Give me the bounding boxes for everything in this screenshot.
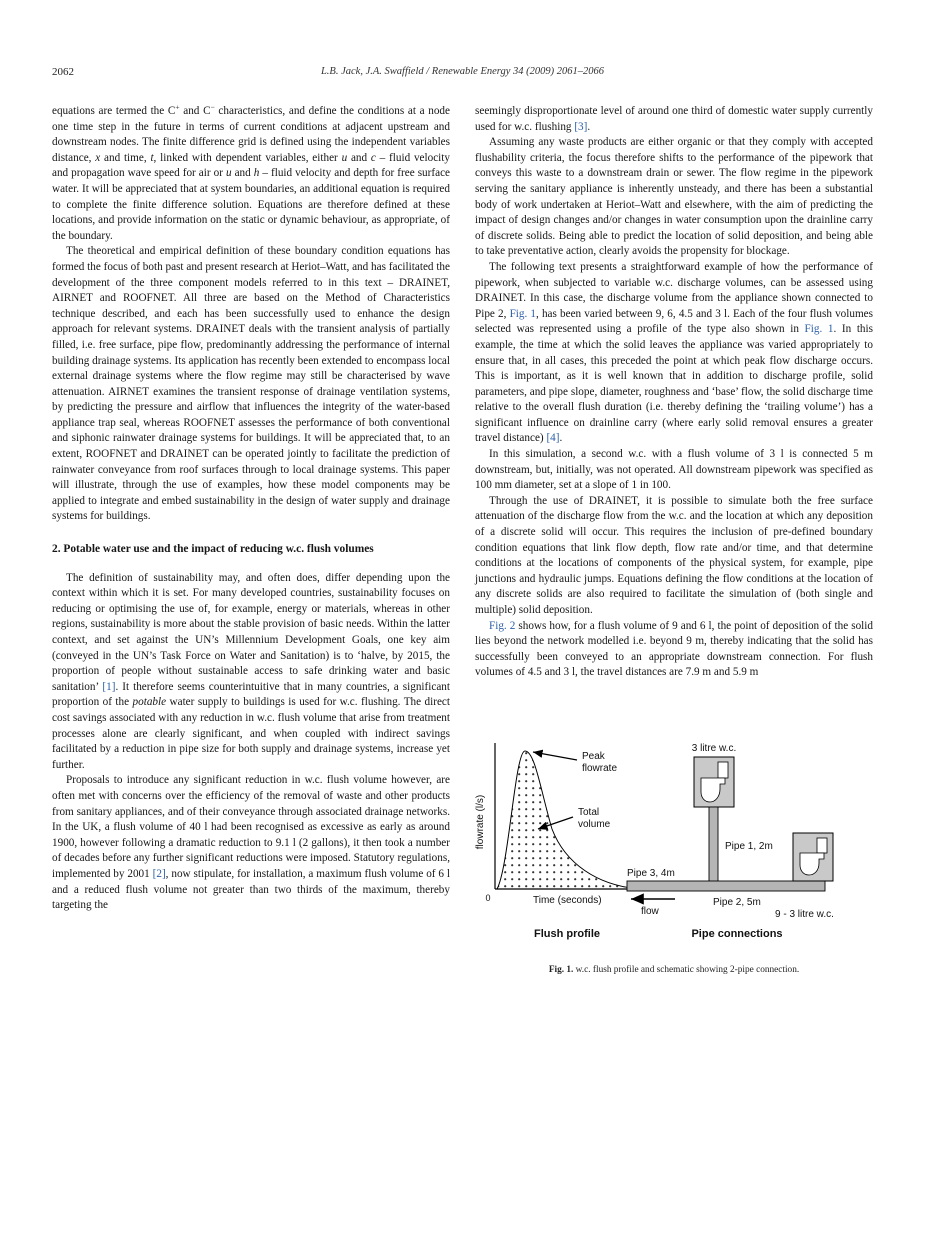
total-annotation-line2: volume	[578, 818, 611, 830]
flush-profile-chart	[475, 743, 653, 940]
pipe-1	[709, 807, 718, 883]
pipe-connections-schematic	[627, 743, 834, 940]
citation-ref[interactable]: [2]	[152, 867, 166, 880]
figure-ref[interactable]: Fig. 1	[804, 323, 834, 336]
left-column	[52, 104, 450, 979]
citation-ref[interactable]: [1]	[102, 680, 116, 693]
paragraph: The definition of sustainability may, and often does, differ depending upon the context within which it is set. For many developed countries, sustainability focuses on reducing or optimising the use of, for example, energy or materials, whereas in other regions, sustainability is more about the stable provision of basic needs. Within the latter context, and set against the UN’s Millennium Development Goals, one key aim (conveyed in the UN’s Task Force on Water and Sanitation) is to ‘halve, by 2015, the proportion of people without sustainable access to safe drinking water and basic sanitation’ [1]. It therefore seems counterintuitive that in many countries, a significant proportion of the potable water supply to buildings is used for w.c. flushing. The direct cost savings associated with any reduction in w.c. flush volume that arise from treatment processes alone are clearly significant, and when coupled with indirect savings facilitated by a reduction in pipe size for both supply and drainage systems, increase yet further.	[52, 571, 450, 771]
pipe-connections-caption: Pipe connections	[691, 927, 783, 940]
origin-label: 0	[485, 892, 491, 903]
pipe3-label: Pipe 3, 4m	[627, 867, 675, 879]
paragraph: The following text presents a straightforward example of how the performance of pipework, when subjected to variable w.c. discharge volumes, can be assessed using DRAINET. In this case, the discharge volume from the appliance shown connected to Pipe 2, Fig. 1, has been varied between 9, 6, 4.5 and 3 l. Each of the four flush volumes selected was represented using a profile of the type also shown in Fig. 1. In this example, the time at which the solid leaves the appliance was varied appropriately to ensure that, in all cases, this preceded the point at which peak flow discharge occurs. This is important, as it is well known that in addition to discharge profile, solid parameters, and pipe slope, diameter, roughness and ‘base’ flow, the solid discharge time relative to the overall flush duration (i.e. thereby defining the ‘trailing volume’) has a significant influence on drainline carry (where early solid removal ensures a greater travel distance) [4].	[475, 260, 873, 445]
section-heading: 2. Potable water use and the impact of reducing w.c. flush volumes	[52, 543, 374, 556]
x-axis-label: Time (seconds)	[533, 894, 602, 906]
paragraph: In this simulation, a second w.c. with a flush volume of 3 l is connected 5 m downstream, but, initially, was not operated. All downstream pipework was specified as 100 mm diameter, set at a slope of 1 in 100.	[475, 448, 873, 492]
two-column-body	[52, 104, 873, 979]
paragraph: Proposals to introduce any significant reduction in w.c. flush volume however, are often met with concerns over the efficiency of the removal of waste and other products from sanitary appliances, and of their conveyance through associated drainage networks. In the UK, a flush volume of 40 l had been recognised as excessive as early as around 1900, however following a dramatic reduction to 9.1 l (2 gallons), it then took a number of decades before any further significant reductions were imposed. Statutory regulations, implemented by 2001 [2], now stipulate, for installation, a maximum flush volume of 6 l and a reduced flush volume not greater than two thirds of the maximum, thereby targeting the	[52, 774, 450, 912]
figure-1-graphic	[475, 737, 873, 949]
wc1-icon	[694, 757, 734, 807]
peak-annotation-line1: Peak	[582, 750, 605, 762]
peak-annotation-line2: flowrate	[582, 762, 618, 774]
pipe1-label: Pipe 1, 2m	[725, 840, 773, 852]
page-header	[52, 66, 873, 82]
citation-ref[interactable]: [4]	[546, 432, 560, 445]
citation-ref[interactable]: [3]	[574, 120, 588, 133]
paragraph: equations are termed the C+ and C− characteristics, and define the conditions at a node one time step in the future in terms of current conditions at adjacent upstream and downstream nodes. The finite difference grid is defined using the independent variables distance, x and time, t, linked with dependent variables, either u and c – fluid velocity and propagation wave speed for air or u and h – fluid velocity and depth for free surface water. It will be appreciated that at system boundaries, an additional equation is required to complete the finite difference solution. Equations are therefore defined at these locations, and provide information on the static or dynamic behaviour, as appropriate, of the boundary.	[52, 102, 450, 242]
paragraph: seemingly disproportionate level of around one third of domestic water supply currently used for w.c. flushing [3].	[475, 105, 873, 133]
paragraph: The theoretical and empirical definition of these boundary condition equations has formed the focus of both past and present research at Heriot–Watt, and has facilitated the development of the three component models referred to in this text – DRAINET, AIRNET and ROOFNET. All three are based on the Method of Characteristics technique described, and each has been successfully used to enhance the design approach for relevant systems. DRAINET deals with the transient analysis of partially filled, i.e. free surface, pipe flow, predominantly addressing the performance of internal building drainage systems. Its application has recently been extended to encompass local external drainage systems where the flow regime may still be characterised by wave attenuation. AIRNET examines the transient response of drainage ventilation systems, by predicting the pressure and airflow that influences the integrity of the water-based appliance trap seal, whereas ROOFNET assesses the performance of both conventional and siphonic rainwater drainage systems for buildings. It will be appreciated that, to an extent, ROOFNET and DRAINET can be operated jointly to facilitate the prediction of rainwater conveyance from roof surfaces through to local drainage systems. This paper will illustrate, through the use of examples, how these model components may be applied to integrate and embed sustainability in the design of water supply and drainage systems for buildings.	[52, 245, 450, 523]
pipes-2-3	[627, 881, 825, 891]
flush-curve	[497, 751, 641, 889]
running-title: L.B. Jack, J.A. Swaffield / Renewable Energy 34 (2009) 2061–2066	[320, 66, 605, 77]
pipe2-label: Pipe 2, 5m	[713, 896, 761, 908]
flow-label: flow	[641, 905, 659, 917]
y-axis-label: flowrate (l/s)	[475, 794, 486, 850]
paragraph: Assuming any waste products are either organic or that they comply with accepted flushability criteria, the focus therefore shifts to the performance of the pipework that conveys this waste to a downstream drain or sewer. The flow regime in the pipework serving the sanitary appliance is inherently unsteady, and there has been a substantial body of work undertaken at Heriot–Watt and elsewhere, with the aim of predicting the impact of design changes and/or changes in water consumption upon the drainline carry of discrete solids. Being able to predict the location of solid deposition, and being able to take preventative action, clearly avoids the propensity for blockage.	[475, 136, 873, 258]
right-column	[475, 104, 873, 979]
peak-arrow	[533, 752, 577, 760]
paragraph: Through the use of DRAINET, it is possible to simulate both the free surface attenuation of the discharge flow from the w.c. and the location at which any deposition of a discrete solid will occur. This requires the inclusion of pre-defined boundary condition equations that link flow depth, flow rate and/or time, and that determine conditions at the locations of components of the physical system, for example, pipe junctions and hydraulic jumps. Equations defining the flow conditions at the location of any discrete solids are also required to facilitate the simulation of (both single and multiple) solid deposition.	[475, 494, 873, 616]
wc2-label: 9 - 3 litre w.c.	[775, 908, 834, 920]
page-number: 2062	[52, 66, 74, 78]
wc2-icon	[793, 833, 833, 881]
paragraph: Fig. 2 shows how, for a flush volume of 9 and 6 l, the point of deposition of the solid lies beyond the network modelled i.e. beyond 9 m, thereby indicating that the solid has successfully been conveyed to an appropriate downstream connection. For flush volumes of 4.5 and 3 l, the travel distances are 7.9 m and 5.9 m	[475, 619, 873, 679]
figure-ref[interactable]: Fig. 1	[509, 307, 537, 320]
figure-caption: Fig. 1. w.c. flush profile and schematic showing 2-pipe connection.	[548, 964, 800, 975]
figure-1	[475, 737, 873, 979]
flush-profile-caption: Flush profile	[534, 927, 600, 940]
wc1-label: 3 litre w.c.	[691, 742, 737, 754]
total-annotation-line1: Total	[578, 806, 600, 818]
figure-ref[interactable]: Fig. 2	[489, 619, 516, 632]
